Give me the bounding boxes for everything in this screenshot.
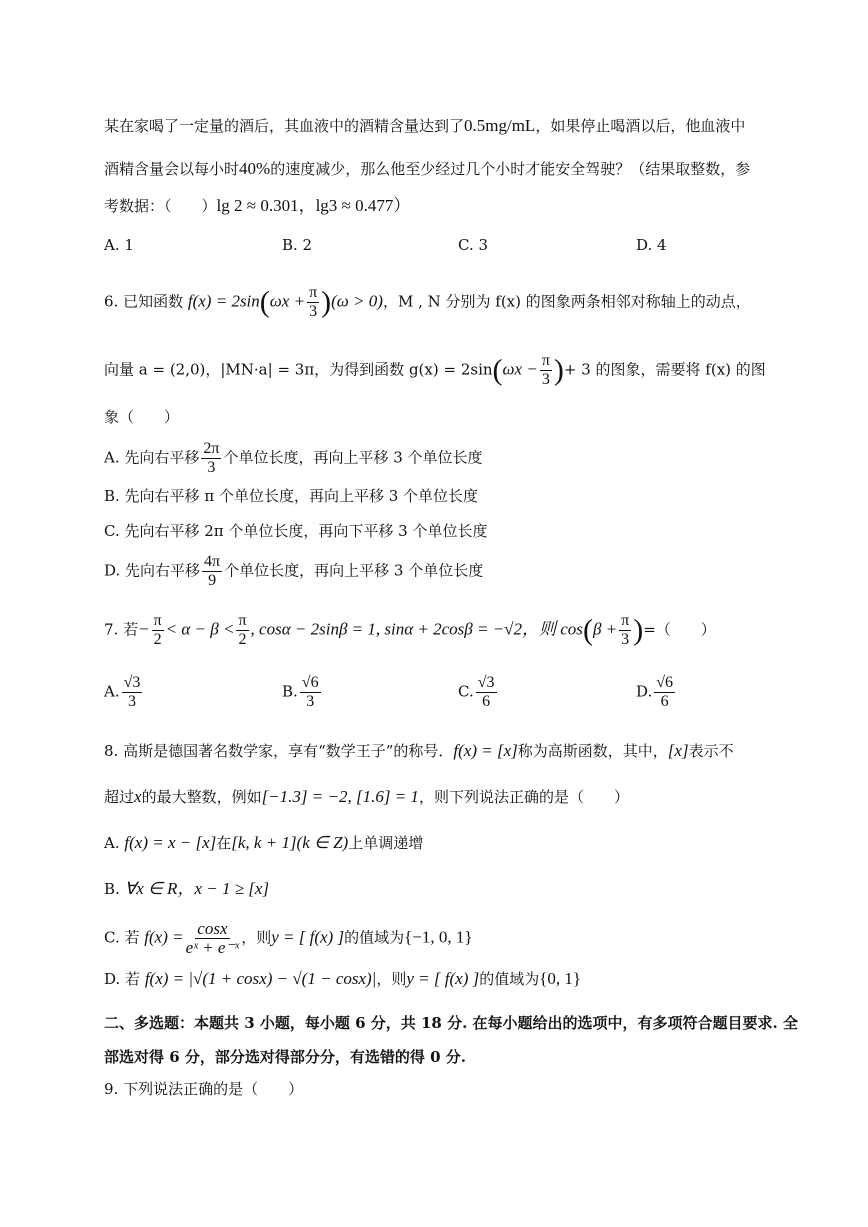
frac-den: 3 xyxy=(306,693,315,710)
option-math: ∀x ∈ R，x − 1 ≥ [x] xyxy=(124,879,270,898)
q5-option-c[interactable]: C. 3 xyxy=(458,236,489,254)
fraction xyxy=(122,674,143,711)
frac-den: 3 xyxy=(128,693,136,710)
frac-num: π xyxy=(153,612,162,629)
frac-den: 2 xyxy=(238,631,247,648)
q6-function: f(x) = 2sin xyxy=(187,291,260,311)
section-2-heading-line-2 xyxy=(104,1044,772,1070)
fraction xyxy=(476,674,497,711)
frac-den: 2 xyxy=(153,631,162,648)
q8-text: ，则下列说法正确的是（ ） xyxy=(418,788,629,806)
frac-den: eˣ + e⁻ˣ xyxy=(185,938,240,957)
q5-options xyxy=(104,236,784,276)
q9-text: 9. 下列说法正确的是（ ） xyxy=(104,1080,304,1098)
option-text: ，则 xyxy=(241,928,272,947)
q7-number: 7. 若 xyxy=(104,620,139,639)
q8-text: 超过 xyxy=(104,788,135,806)
fraction xyxy=(201,440,221,477)
q5-option-b[interactable]: B. 2 xyxy=(282,236,313,254)
q7-option-d[interactable] xyxy=(636,674,677,711)
q6-text: + 3 的图象，需要将 f(x) 的图 xyxy=(563,360,766,379)
q8-function: f(x) = [x] xyxy=(453,741,518,760)
pi-over-3 xyxy=(307,284,319,321)
frac-den: 6 xyxy=(660,693,669,710)
fraction xyxy=(186,920,240,957)
q7-options xyxy=(104,674,784,722)
pi-over-2 xyxy=(236,612,248,649)
option-math: f(x) = |√(1 + cosx) − √(1 − cosx)| xyxy=(144,969,377,988)
fraction xyxy=(202,553,222,590)
option-math: [k, k + 1](k ∈ Z) xyxy=(231,833,349,852)
q6-line-1 xyxy=(104,284,772,321)
q7-minus: − xyxy=(138,619,150,639)
option-text: 个单位长度，再向上平移 3 个单位长度 xyxy=(224,561,484,580)
frac-den: 9 xyxy=(208,572,217,589)
section-2-heading-line-1 xyxy=(104,1010,798,1036)
q6-option-a[interactable] xyxy=(104,440,772,477)
section-text: 二、多选题：本题共 3 小题，每小题 6 分，共 18 分. 在每小题给出的选项中，有多项符合题目要求. 全 xyxy=(104,1014,798,1032)
q5-text: 某在家喝了一定量的酒后，其血液中的酒精含量达到了 xyxy=(104,117,465,135)
q5-line-1 xyxy=(104,113,772,139)
q8-text: 称为高斯函数，其中， xyxy=(517,742,668,760)
frac-num: √3 xyxy=(123,674,141,691)
paren-open: ( xyxy=(492,353,503,387)
q7-option-b[interactable] xyxy=(282,674,323,711)
q7-text: =（ ） xyxy=(643,620,716,639)
pi-over-3 xyxy=(540,352,552,389)
q6-arg: ωx − xyxy=(502,359,538,379)
pi-over-3 xyxy=(619,612,631,649)
q6-option-c[interactable] xyxy=(104,518,772,544)
option-text: 上单调递增 xyxy=(348,834,424,852)
frac-num: √6 xyxy=(301,674,319,691)
fraction xyxy=(654,674,675,711)
q6-option-d[interactable] xyxy=(104,553,772,590)
q5-reference-data: lg 2 ≈ 0.301，lg3 ≈ 0.477） xyxy=(216,196,411,215)
frac-den: 3 xyxy=(309,303,318,320)
option-set: {−1, 0, 1} xyxy=(404,927,473,947)
section-text: 部选对得 6 分，部分选对得部分分，有选错的得 0 分. xyxy=(104,1048,466,1066)
q8-option-b[interactable] xyxy=(104,876,772,902)
q7-option-c[interactable] xyxy=(458,674,499,711)
q5-option-a[interactable]: A. 1 xyxy=(104,236,134,254)
frac-num: 4π xyxy=(204,553,221,570)
q7-condition: < α − β < xyxy=(165,619,235,639)
q6-line-3 xyxy=(104,404,772,430)
frac-den: 3 xyxy=(207,459,216,476)
q5-concentration: 0.5mg/mL xyxy=(464,116,536,135)
frac-num: √6 xyxy=(656,674,674,691)
q7-option-a[interactable] xyxy=(104,674,144,711)
frac-num: π xyxy=(309,284,318,301)
option-math: y = [ f(x) ] xyxy=(271,927,345,947)
frac-num: π xyxy=(541,352,550,369)
q8-option-a[interactable] xyxy=(104,830,772,856)
option-label: D. 若 xyxy=(104,970,141,988)
q5-text: ，如果停止喝酒以后，他血液中 xyxy=(535,117,746,135)
q7-arg: β + xyxy=(592,619,618,639)
frac-num: π xyxy=(238,612,247,629)
q8-option-c[interactable] xyxy=(104,920,772,957)
option-label: B. xyxy=(282,682,298,701)
q8-option-d[interactable] xyxy=(104,966,772,992)
option-set: {0, 1} xyxy=(539,969,582,988)
q8-example: [−1.3] = −2, [1.6] = 1 xyxy=(261,787,419,806)
q5-rate: 40% xyxy=(239,159,271,178)
option-text: D. 先向右平移 xyxy=(104,561,201,580)
option-label: B. xyxy=(104,880,120,898)
fraction xyxy=(300,674,321,711)
q6-text: 象（ ） xyxy=(104,408,180,426)
option-math: y = [ f(x) ] xyxy=(406,969,480,988)
option-text: 在 xyxy=(216,834,232,852)
q5-line-3 xyxy=(104,193,772,219)
frac-num: 2π xyxy=(203,440,220,457)
option-text: 个单位长度，再向上平移 3 个单位长度 xyxy=(223,448,483,467)
q8-line-2 xyxy=(104,784,772,810)
q6-condition: (ω > 0) xyxy=(331,291,383,311)
q6-text: ，M , N 分别为 f(x) 的图象两条相邻对称轴上的动点， xyxy=(382,292,751,311)
q8-bracket-x: [x] xyxy=(667,741,689,760)
option-text: 的值域为 xyxy=(344,928,405,947)
paren-open: ( xyxy=(259,285,270,319)
option-math: f(x) = x − [x] xyxy=(124,833,217,852)
option-text: 的值域为 xyxy=(479,970,540,988)
q8-text: 8. 高斯是德国著名数学家，享有“数学王子”的称号． xyxy=(104,742,454,760)
q5-line-2 xyxy=(104,156,772,182)
option-label: C. xyxy=(458,682,474,701)
q5-text: 考数据：（ ） xyxy=(104,197,217,215)
option-text: C. 先向右平移 2π 个单位长度，再向下平移 3 个单位长度 xyxy=(104,522,488,540)
q6-number: 6. 已知函数 xyxy=(104,292,184,311)
q6-option-b[interactable] xyxy=(104,483,772,509)
option-label: A. xyxy=(104,834,120,852)
q6-arg: ωx + xyxy=(269,291,306,311)
frac-den: 3 xyxy=(621,631,630,648)
q8-text: 表示不 xyxy=(688,742,734,760)
q5-text: 的速度减少，那么他至少经过几个小时才能安全驾驶？（结果取整数，参 xyxy=(270,160,751,178)
option-label: A. xyxy=(104,682,120,701)
paren-close: ) xyxy=(633,613,644,647)
paren-close: ) xyxy=(321,285,332,319)
frac-num: π xyxy=(621,612,630,629)
option-label: C. 若 xyxy=(104,928,140,947)
frac-den: 3 xyxy=(541,371,550,388)
option-text: B. 先向右平移 π 个单位长度，再向上平移 3 个单位长度 xyxy=(104,487,479,505)
q6-line-2 xyxy=(104,352,772,389)
frac-num: √3 xyxy=(477,674,495,691)
paren-close: ) xyxy=(553,353,564,387)
q8-text: 的最大整数，例如 xyxy=(141,788,262,806)
q6-vector-text: 向量 a = (2,0)，|MN·a| = 3π，为得到函数 g(x) = 2sin xyxy=(104,360,493,379)
frac-num: cosx xyxy=(197,919,228,938)
paren-open: ( xyxy=(582,613,593,647)
option-text: ，则 xyxy=(376,970,407,988)
q5-option-d[interactable]: D. 4 xyxy=(636,236,667,254)
q8-line-1 xyxy=(104,738,772,764)
pi-over-2 xyxy=(152,612,164,649)
q5-text: 酒精含量会以每小时 xyxy=(104,160,240,178)
q7-line-1 xyxy=(104,612,772,649)
option-math: f(x) = xyxy=(144,927,184,947)
option-text: A. 先向右平移 xyxy=(104,448,200,467)
q9-line-1 xyxy=(104,1076,772,1102)
option-label: D. xyxy=(636,682,653,701)
frac-den: 6 xyxy=(482,693,491,710)
q7-equations: , cosα − 2sinβ = 1, sinα + 2cosβ = −√2，则 cos xyxy=(250,619,583,639)
q8-var: x xyxy=(134,787,142,806)
